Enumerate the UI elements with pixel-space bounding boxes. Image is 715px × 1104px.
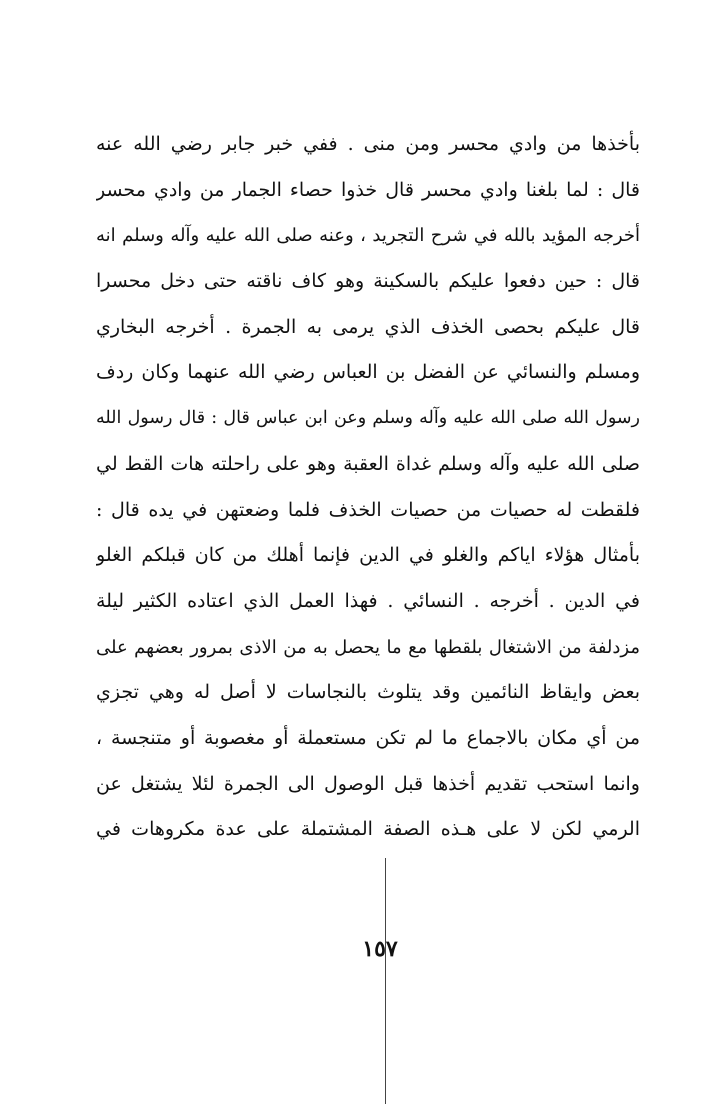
- page-number: ١٥٧: [362, 936, 398, 962]
- text-line: ومسلم والنسائي عن الفضل بن العباس رضي الله عنهما وكان ردف: [96, 361, 640, 384]
- scan-crease-line: [385, 858, 386, 1104]
- text-line: فلقطت له حصيات من حصيات الخذف فلما وضعتهن في يده قال :: [96, 498, 640, 521]
- text-line: قال عليكم بحصى الخذف الذي يرمى به الجمرة . أخرجه البخاري: [96, 315, 640, 338]
- text-line: قال : لما بلغنا وادي محسر قال خذوا حصاء الجمار من وادي محسر: [96, 178, 640, 201]
- text-line: أخرجه المؤيد بالله في شرح التجريد ، وعنه صلى الله عليه وآله وسلم انه: [96, 225, 640, 247]
- body-text: [96, 122, 640, 853]
- text-line: من أي مكان بالاجماع ما لم تكن مستعملة أو مغصوبة أو متنجسة ،: [96, 726, 640, 749]
- text-line: بأخذها من وادي محسر ومن منى . ففي خبر جابر رضي الله عنه: [96, 133, 640, 155]
- text-line: رسول الله صلى الله عليه وآله وسلم وعن ابن عباس قال : قال رسول الله: [96, 408, 640, 429]
- text-line: في الدين . أخرجه . النسائي . فهذا العمل الذي اعتاده الكثير ليلة: [96, 589, 640, 612]
- text-line: وانما استحب تقديم أخذها قبل الوصول الى الجمرة لئلا يشتغل عن: [96, 772, 640, 795]
- text-line: قال : حين دفعوا عليكم بالسكينة وهو كاف ناقته حتى دخل محسرا: [96, 270, 640, 293]
- text-line: مزدلفة من الاشتغال بلقطها مع ما يحصل به من الاذى بمرور بعضهم على: [96, 636, 640, 658]
- text-line: بعض وايقاظ النائمين وقد يتلوث بالنجاسات لا أصل له وهي تجزي: [96, 681, 640, 704]
- text-line: صلى الله عليه وآله وسلم غداة العقبة وهو على راحلته هات القط لي: [96, 452, 640, 475]
- text-line: الرمي لكن لا على هـذه الصفة المشتملة على عدة مكروهات في: [96, 818, 640, 841]
- text-line: بأمثال هؤلاء اياكم والغلو في الدين فإنما أهلك من كان قبلكم الغلو: [96, 544, 640, 567]
